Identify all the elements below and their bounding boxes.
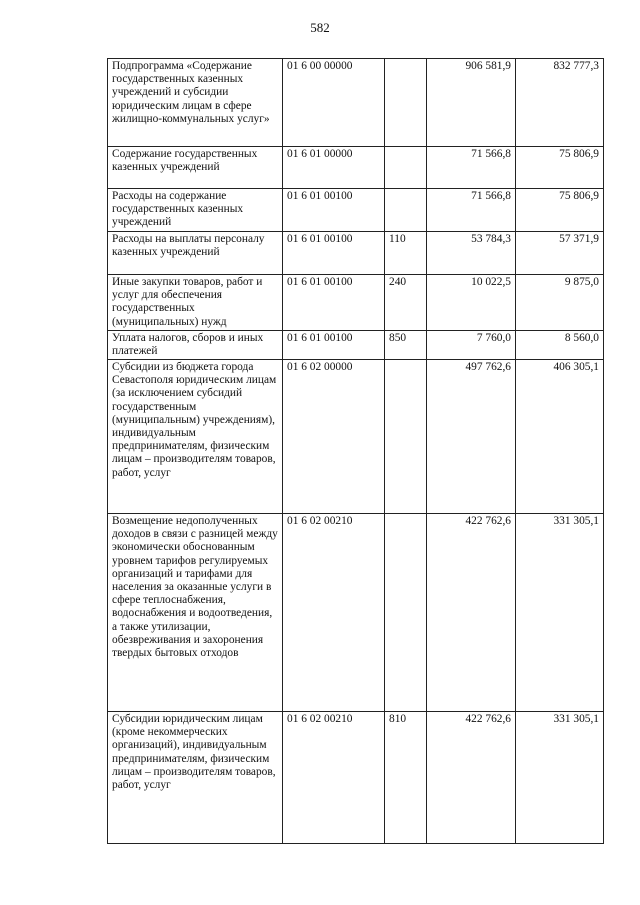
row-type <box>385 514 427 712</box>
table-row <box>108 331 604 360</box>
row-value-2: 75 806,9 <box>516 147 604 189</box>
row-name: Содержание государственных казенных учреждений <box>108 147 283 189</box>
table-row <box>108 59 604 147</box>
table-row <box>108 712 604 844</box>
row-name: Субсидии юридическим лицам (кроме некоммерческих организаций), индивидуальным предпринимателям, физическим лицам – производителям товаров, работ, услуг <box>108 712 283 844</box>
row-value-1: 7 760,0 <box>427 331 516 360</box>
row-value-1: 71 566,8 <box>427 189 516 232</box>
row-value-1: 10 022,5 <box>427 275 516 331</box>
row-type <box>385 189 427 232</box>
row-code: 01 6 01 00000 <box>283 147 385 189</box>
row-type: 810 <box>385 712 427 844</box>
row-code: 01 6 00 00000 <box>283 59 385 147</box>
table-row <box>108 275 604 331</box>
row-type <box>385 59 427 147</box>
row-type: 850 <box>385 331 427 360</box>
row-value-1: 906 581,9 <box>427 59 516 147</box>
budget-table <box>107 58 604 844</box>
row-value-1: 422 762,6 <box>427 514 516 712</box>
table-row <box>108 147 604 189</box>
row-code: 01 6 01 00100 <box>283 331 385 360</box>
row-value-1: 422 762,6 <box>427 712 516 844</box>
row-value-1: 71 566,8 <box>427 147 516 189</box>
table-row <box>108 189 604 232</box>
row-value-2: 57 371,9 <box>516 232 604 275</box>
row-code: 01 6 02 00210 <box>283 712 385 844</box>
table-row <box>108 514 604 712</box>
row-value-2: 8 560,0 <box>516 331 604 360</box>
row-value-1: 53 784,3 <box>427 232 516 275</box>
row-value-2: 75 806,9 <box>516 189 604 232</box>
row-code: 01 6 02 00210 <box>283 514 385 712</box>
row-code: 01 6 01 00100 <box>283 189 385 232</box>
row-name: Подпрограмма «Содержание государственных казенных учреждений и субсидии юридическим лицам в сфере жилищно-коммунальных услуг» <box>108 59 283 147</box>
row-name: Расходы на содержание государственных казенных учреждений <box>108 189 283 232</box>
row-value-2: 9 875,0 <box>516 275 604 331</box>
table-row <box>108 360 604 514</box>
row-code: 01 6 01 00100 <box>283 232 385 275</box>
row-value-2: 406 305,1 <box>516 360 604 514</box>
row-type: 240 <box>385 275 427 331</box>
row-type <box>385 147 427 189</box>
row-type <box>385 360 427 514</box>
row-value-2: 832 777,3 <box>516 59 604 147</box>
row-value-2: 331 305,1 <box>516 514 604 712</box>
row-name: Иные закупки товаров, работ и услуг для обеспечения государственных (муниципальных) нужд <box>108 275 283 331</box>
row-name: Субсидии из бюджета города Севастополя юридическим лицам (за исключением субсидий государственным (муниципальным) учреждениям), индивидуальным предпринимателям, физическим лицам – производителям товаров, работ, услуг <box>108 360 283 514</box>
row-name: Возмещение недополученных доходов в связи с разницей между экономически обоснованным уровнем тарифов регулируемых организаций и тарифами для населения за оказанные услуги в сфере теплоснабжения, водоснабжения и водоотведения, а также утилизации, обезвреживания и захоронения твердых бытовых отходов <box>108 514 283 712</box>
row-type: 110 <box>385 232 427 275</box>
row-code: 01 6 02 00000 <box>283 360 385 514</box>
row-name: Уплата налогов, сборов и иных платежей <box>108 331 283 360</box>
row-value-2: 331 305,1 <box>516 712 604 844</box>
row-name: Расходы на выплаты персоналу казенных учреждений <box>108 232 283 275</box>
row-value-1: 497 762,6 <box>427 360 516 514</box>
table-row <box>108 232 604 275</box>
row-code: 01 6 01 00100 <box>283 275 385 331</box>
page-number: 582 <box>310 20 330 35</box>
